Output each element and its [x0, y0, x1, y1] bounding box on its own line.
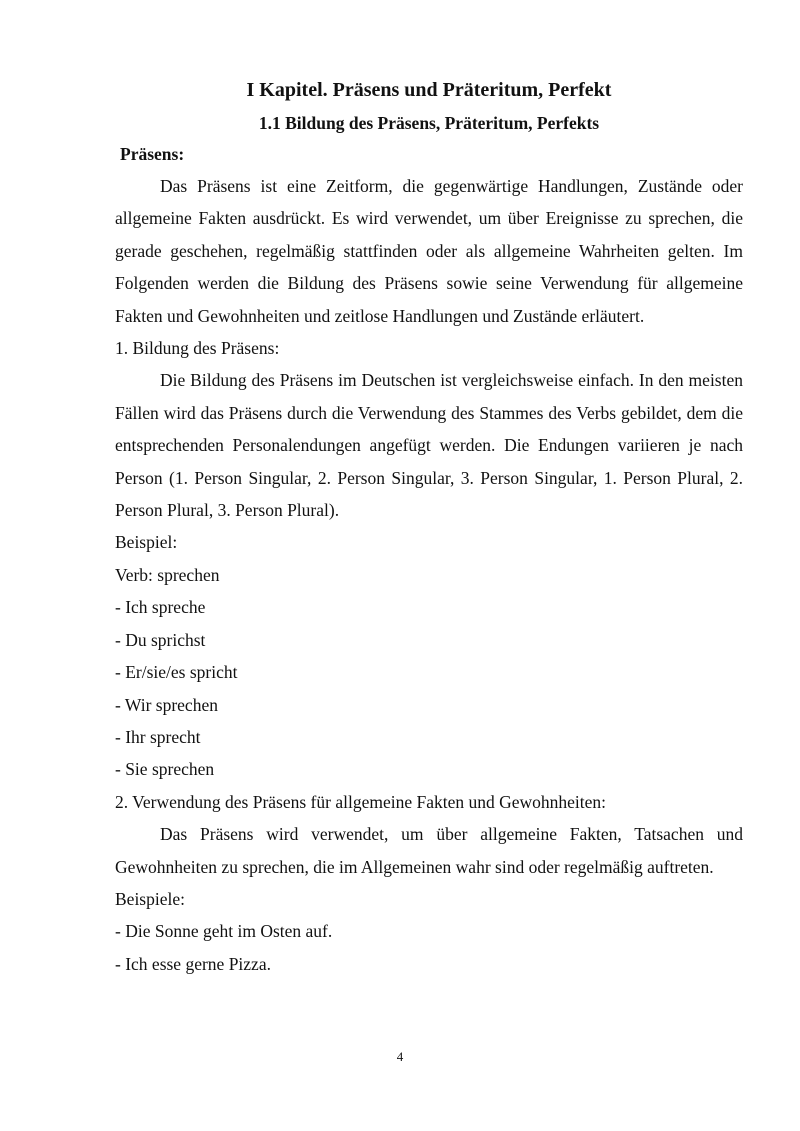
conjugation-line: - Wir sprechen [115, 694, 218, 715]
subheading-praesens: Präsens: [120, 144, 185, 164]
example-label: Beispiel: [115, 532, 178, 553]
chapter-title: I Kapitel. Präsens und Präteritum, Perfekt [246, 79, 612, 101]
conjugation-line: - Sie sprechen [115, 759, 215, 780]
examples-label: Beispiele: [115, 888, 185, 909]
page-number: 4 [396, 1049, 404, 1064]
conjugation-line: - Du sprichst [115, 629, 206, 650]
intro-paragraph: Das Präsens ist eine Zeitform, die gegenwärtige Handlungen, Zustände oder allgemeine Fakten ausdrückt. Es wird verwendet, um über Ereignisse zu sprechen, die gerade geschehen, regelmäßig stattfinden oder als allgemeine Wahrheiten gelten. Im Folgenden werden die Bildung des Präsens sowie seine Verwendung für allgemeine Fakten und Gewohnheiten und zeitlose Handlungen und Zustände erläutert. [115, 176, 743, 326]
point2-heading: 2. Verwendung des Präsens für allgemeine Fakten und Gewohnheiten: [115, 791, 607, 812]
conjugation-line: - Ihr sprecht [115, 726, 201, 747]
example-line: - Ich esse gerne Pizza. [115, 953, 271, 974]
point2-paragraph: Das Präsens wird verwendet, um über allgemeine Fakten, Tatsachen und Gewohnheiten zu sprechen, die im Allgemeinen wahr sind oder regelmäßig auftreten. [115, 824, 743, 877]
conjugation-line: - Ich spreche [115, 597, 206, 618]
point1-heading: 1. Bildung des Präsens: [115, 338, 280, 359]
section-title: 1.1 Bildung des Präsens, Präteritum, Perfekts [258, 113, 600, 133]
verb-line: Verb: sprechen [115, 564, 220, 585]
document-page [115, 76, 743, 980]
conjugation-line: - Er/sie/es spricht [115, 662, 238, 683]
point1-paragraph: Die Bildung des Präsens im Deutschen ist vergleichsweise einfach. In den meisten Fällen wird das Präsens durch die Verwendung des Stammes des Verbs gebildet, dem die entsprechenden Personalendungen angefügt werden. Die Endungen variieren je nach Person (1. Person Singular, 2. Person Singular, 3. Person Singular, 1. Person Plural, 2. Person Plural, 3. Person Plural). [115, 370, 743, 521]
example-line: - Die Sonne geht im Osten auf. [115, 921, 333, 942]
